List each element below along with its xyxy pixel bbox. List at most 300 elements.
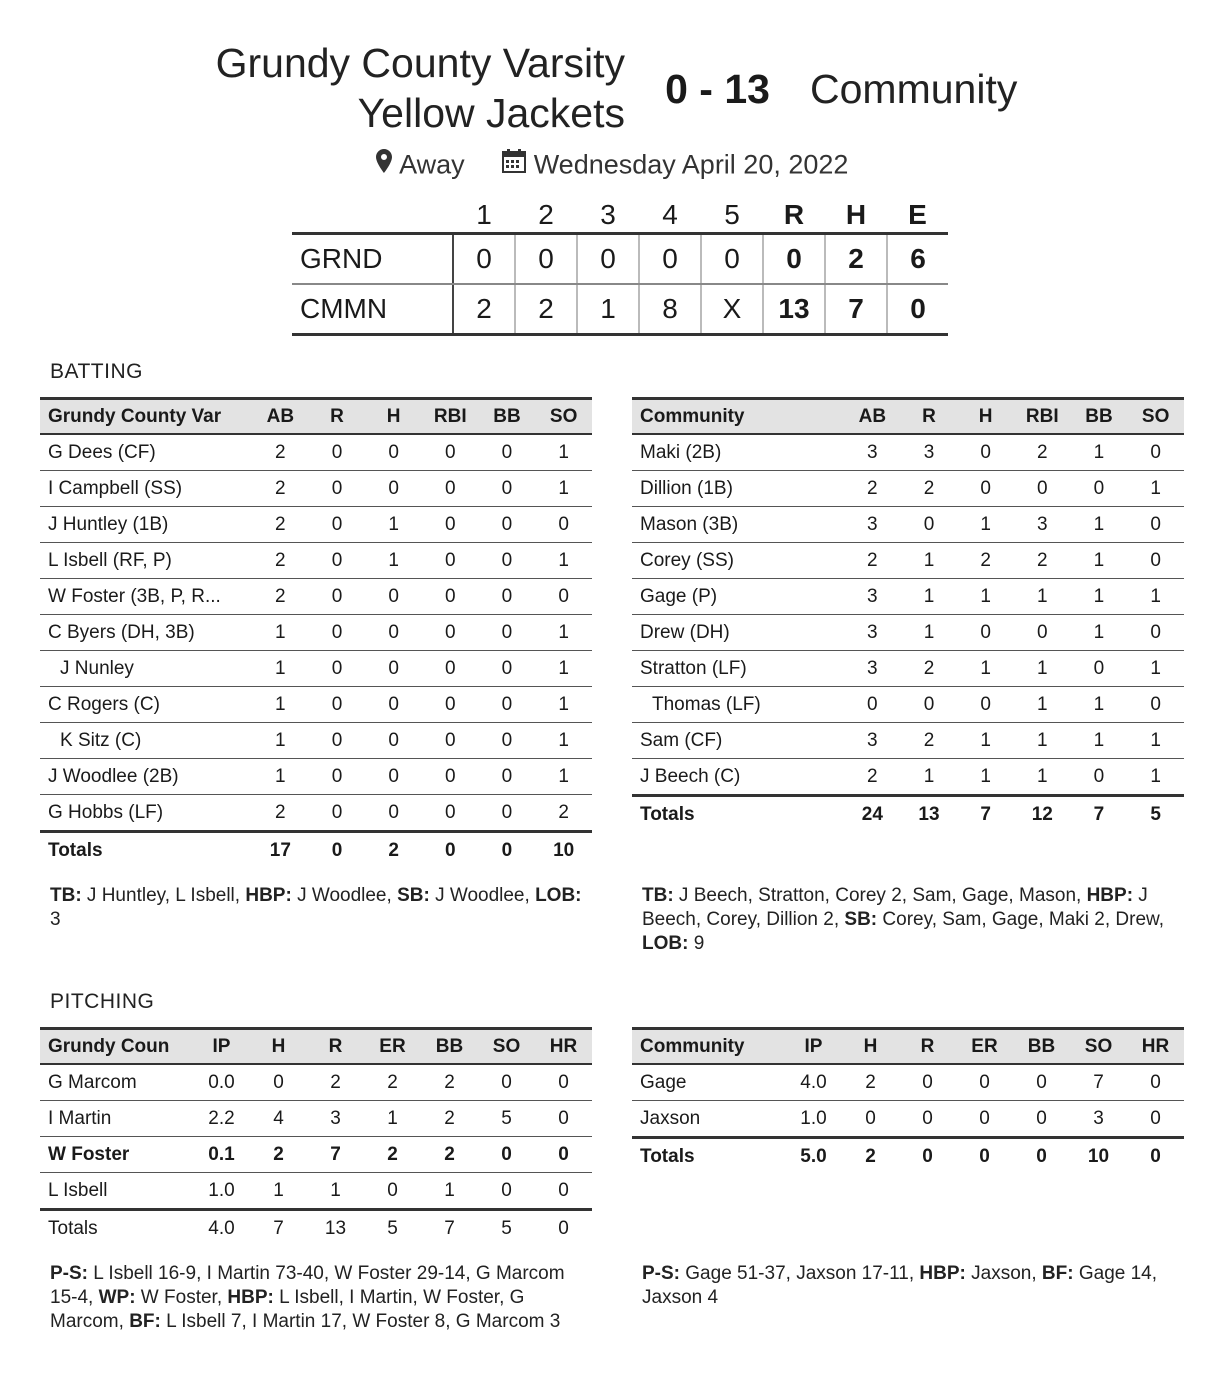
stat-cell: 0 — [365, 471, 422, 507]
stat-cell: 0 — [535, 1101, 592, 1137]
stat-column-header: ER — [956, 1029, 1013, 1065]
stat-cell: 0 — [1071, 651, 1128, 687]
stat-cell: 0 — [309, 759, 366, 795]
stat-cell: 1 — [307, 1173, 364, 1210]
player-row — [40, 434, 592, 471]
stat-cell: 1 — [1071, 507, 1128, 543]
table-header-row — [40, 1029, 592, 1065]
stat-cell: 0 — [365, 795, 422, 832]
stat-cell: 0 — [422, 434, 479, 471]
player-name: L Isbell — [40, 1173, 193, 1210]
stat-cell: 2 — [842, 1064, 899, 1101]
stat-column-header: HR — [535, 1029, 592, 1065]
stat-cell: 0 — [478, 1173, 535, 1210]
stat-cell: 1 — [957, 507, 1014, 543]
player-name: Drew (DH) — [632, 615, 844, 651]
stat-cell: 1 — [535, 651, 592, 687]
stat-cell: 2 — [844, 759, 901, 796]
player-name: W Foster (3B, P, R... — [40, 579, 252, 615]
runs-total: 13 — [763, 284, 825, 335]
linescore-col: 1 — [476, 199, 492, 230]
stat-cell: 0 — [1127, 687, 1184, 723]
stat-cell: 0 — [844, 687, 901, 723]
stat-cell: 1 — [901, 759, 958, 796]
player-row — [40, 471, 592, 507]
note-key: WP: — [98, 1287, 136, 1308]
player-name: J Huntley (1B) — [40, 507, 252, 543]
away-team-name: Community — [810, 66, 1018, 112]
totals-cell: 0 — [422, 832, 479, 869]
note-key: SB: — [844, 909, 878, 930]
stat-cell: 0 — [365, 651, 422, 687]
stat-cell: 2 — [364, 1064, 421, 1101]
home-team-line2: Yellow Jackets — [357, 90, 625, 136]
team-column-header: Community — [632, 399, 844, 435]
note-key: LOB: — [535, 885, 582, 906]
totals-cell: 0 — [956, 1138, 1013, 1175]
inning-score: X — [701, 284, 763, 335]
stat-cell: 0 — [899, 1064, 956, 1101]
totals-cell: 5 — [478, 1210, 535, 1247]
player-name: G Dees (CF) — [40, 434, 252, 471]
hits-total: 2 — [825, 234, 887, 285]
note-value: Jaxson, — [965, 1263, 1042, 1284]
game-date: Wednesday April 20, 2022 — [533, 149, 849, 180]
stat-cell: 1 — [1071, 543, 1128, 579]
player-name: C Rogers (C) — [40, 687, 252, 723]
stat-cell: 0 — [535, 1064, 592, 1101]
player-name: I Campbell (SS) — [40, 471, 252, 507]
player-row — [632, 651, 1184, 687]
inning-score: 0 — [515, 234, 577, 285]
stat-cell: 0 — [1071, 471, 1128, 507]
inning-score: 8 — [639, 284, 701, 335]
linescore-col: 3 — [600, 199, 616, 230]
stat-cell: 3 — [844, 723, 901, 759]
stat-cell: 1 — [1071, 687, 1128, 723]
linescore-col: E — [908, 199, 927, 230]
note-value: J Woodlee, — [291, 885, 398, 906]
stat-cell: 0 — [956, 1101, 1013, 1138]
totals-cell: 0 — [1013, 1138, 1070, 1175]
linescore-col: 5 — [724, 199, 740, 230]
inning-score: 0 — [639, 234, 701, 285]
pitching-notes-away — [642, 1262, 1187, 1310]
totals-cell: 2 — [365, 832, 422, 869]
hits-total: 7 — [825, 284, 887, 335]
player-row — [632, 759, 1184, 796]
note-key: SB: — [397, 885, 430, 906]
stat-cell: 0 — [1127, 434, 1184, 471]
stat-cell: 2 — [901, 723, 958, 759]
stat-cell: 0 — [1013, 1064, 1070, 1101]
stat-cell: 2 — [901, 471, 958, 507]
player-row — [40, 723, 592, 759]
team-column-header: Grundy County Var — [40, 399, 252, 435]
stat-cell: 0 — [422, 579, 479, 615]
stat-cell: 2 — [421, 1064, 478, 1101]
stat-cell: 1 — [1071, 615, 1128, 651]
stat-column-header: BB — [479, 399, 536, 435]
linescore-col: 2 — [538, 199, 554, 230]
player-row — [632, 579, 1184, 615]
stat-cell: 0 — [365, 687, 422, 723]
linescore-header — [292, 198, 948, 234]
stat-column-header: H — [250, 1029, 307, 1065]
stat-cell: 0 — [1127, 507, 1184, 543]
stat-cell: 2.2 — [193, 1101, 250, 1137]
note-value: L Isbell 7, I Martin 17, W Foster 8, G Marcom 3 — [160, 1311, 561, 1332]
stat-cell: 1 — [535, 471, 592, 507]
stat-cell: 1 — [252, 615, 309, 651]
home-team-name — [150, 38, 625, 138]
note-key: P-S: — [50, 1263, 88, 1284]
stat-cell: 0 — [422, 795, 479, 832]
stat-cell: 2 — [252, 507, 309, 543]
inning-score: 1 — [577, 284, 639, 335]
stat-cell: 1 — [1127, 579, 1184, 615]
player-row — [40, 1064, 592, 1101]
stat-cell: 3 — [844, 579, 901, 615]
runs-total: 0 — [763, 234, 825, 285]
player-name: Gage (P) — [632, 579, 844, 615]
player-name: Gage — [632, 1064, 785, 1101]
stat-cell: 1 — [365, 543, 422, 579]
stat-column-header: R — [901, 399, 958, 435]
stat-cell: 2 — [421, 1137, 478, 1173]
stat-column-header: HR — [1127, 1029, 1184, 1065]
player-name: W Foster — [40, 1137, 193, 1173]
totals-cell: 12 — [1014, 796, 1071, 833]
pitching-table-away — [632, 1027, 1184, 1174]
stat-cell: 1 — [1071, 579, 1128, 615]
stat-cell: 1 — [1014, 687, 1071, 723]
note-key: BF: — [1041, 1263, 1074, 1284]
stat-cell: 1 — [252, 723, 309, 759]
stat-cell: 0 — [1127, 1064, 1184, 1101]
totals-cell: 5 — [364, 1210, 421, 1247]
note-key: BF: — [129, 1311, 161, 1332]
stat-cell: 0 — [365, 434, 422, 471]
stat-column-header: H — [957, 399, 1014, 435]
stat-cell: 2 — [252, 579, 309, 615]
stat-cell: 1 — [1014, 651, 1071, 687]
totals-cell: 2 — [842, 1138, 899, 1175]
stat-cell: 0 — [535, 507, 592, 543]
linescore-row — [292, 284, 948, 335]
stat-cell: 0 — [901, 687, 958, 723]
stat-cell: 0 — [957, 687, 1014, 723]
player-name: L Isbell (RF, P) — [40, 543, 252, 579]
inning-score: 2 — [515, 284, 577, 335]
stat-column-header: SO — [478, 1029, 535, 1065]
stat-cell: 0 — [478, 1137, 535, 1173]
note-value: J Beech, Corey, Dillion 2, — [642, 885, 1148, 930]
stat-cell: 3 — [307, 1101, 364, 1137]
totals-row — [632, 1138, 1184, 1175]
stat-column-header: RBI — [422, 399, 479, 435]
stat-column-header: IP — [193, 1029, 250, 1065]
stat-cell: 1 — [421, 1173, 478, 1210]
game-meta — [0, 148, 1224, 180]
game-location: Away — [399, 149, 465, 180]
stat-cell: 1 — [901, 543, 958, 579]
stat-cell: 0 — [479, 507, 536, 543]
note-key: TB: — [642, 885, 674, 906]
table-header-row — [40, 399, 592, 435]
linescore-col: H — [845, 199, 867, 230]
note-value: Gage 14, Jaxson 4 — [642, 1263, 1158, 1308]
final-score: 0 - 13 — [665, 66, 770, 112]
stat-column-header: BB — [1071, 399, 1128, 435]
stat-column-header: ER — [364, 1029, 421, 1065]
stat-cell: 0 — [309, 507, 366, 543]
stat-column-header: AB — [844, 399, 901, 435]
totals-cell: 0 — [309, 832, 366, 869]
stat-cell: 7 — [1070, 1064, 1127, 1101]
stat-cell: 1 — [250, 1173, 307, 1210]
player-name: Maki (2B) — [632, 434, 844, 471]
player-row — [632, 723, 1184, 759]
stat-cell: 0 — [1014, 471, 1071, 507]
stat-cell: 0 — [1127, 543, 1184, 579]
totals-cell: 5.0 — [785, 1138, 842, 1175]
stat-cell: 1 — [1127, 759, 1184, 796]
stat-cell: 0 — [309, 795, 366, 832]
stat-cell: 0 — [1014, 615, 1071, 651]
stat-cell: 0 — [422, 687, 479, 723]
stat-column-header: SO — [1070, 1029, 1127, 1065]
table-header-row — [632, 1029, 1184, 1065]
stat-cell: 2 — [252, 471, 309, 507]
stat-cell: 0 — [422, 651, 479, 687]
player-row — [632, 615, 1184, 651]
note-value: W Foster, — [135, 1287, 228, 1308]
totals-cell: 13 — [901, 796, 958, 833]
player-name: G Hobbs (LF) — [40, 795, 252, 832]
linescore-col: 4 — [662, 199, 678, 230]
stat-cell: 0 — [899, 1101, 956, 1138]
pitching-table-home — [40, 1027, 592, 1246]
map-pin-icon — [376, 149, 392, 180]
team-column-header: Grundy Coun — [40, 1029, 193, 1065]
inning-score: 0 — [453, 234, 515, 285]
stat-column-header: RBI — [1014, 399, 1071, 435]
stat-cell: 0 — [479, 687, 536, 723]
stat-cell: 1.0 — [785, 1101, 842, 1138]
stat-cell: 1 — [365, 507, 422, 543]
note-value: L Isbell, I Martin, W Foster, G Marcom, — [50, 1287, 525, 1332]
stat-cell: 0 — [422, 723, 479, 759]
stat-cell: 3 — [844, 507, 901, 543]
totals-row — [40, 1210, 592, 1247]
linescore-table — [292, 198, 948, 336]
stat-column-header: BB — [1013, 1029, 1070, 1065]
stat-cell: 1 — [1127, 471, 1184, 507]
player-row — [632, 507, 1184, 543]
stat-cell: 0 — [479, 434, 536, 471]
stat-cell: 1 — [1014, 759, 1071, 796]
player-row — [40, 651, 592, 687]
stat-cell: 0 — [957, 471, 1014, 507]
stat-cell: 5 — [478, 1101, 535, 1137]
note-value: Gage 51-37, Jaxson 17-11, — [680, 1263, 920, 1284]
pitching-section-title: PITCHING — [50, 990, 155, 1013]
player-name: Sam (CF) — [632, 723, 844, 759]
stat-cell: 0 — [1013, 1101, 1070, 1138]
totals-cell: 7 — [250, 1210, 307, 1247]
stat-cell: 0 — [479, 759, 536, 795]
note-value: J Huntley, L Isbell, — [81, 885, 246, 906]
stat-cell: 0 — [479, 543, 536, 579]
stat-cell: 0 — [1127, 615, 1184, 651]
totals-cell: 0 — [1127, 1138, 1184, 1175]
stat-cell: 2 — [1014, 434, 1071, 471]
stat-cell: 0 — [479, 471, 536, 507]
stat-cell: 4 — [250, 1101, 307, 1137]
stat-cell: 1 — [901, 579, 958, 615]
note-key: P-S: — [642, 1263, 680, 1284]
player-row — [632, 1101, 1184, 1138]
stat-cell: 0 — [479, 579, 536, 615]
stat-column-header: H — [365, 399, 422, 435]
player-row — [40, 1101, 592, 1137]
player-row — [40, 687, 592, 723]
stat-cell: 2 — [250, 1137, 307, 1173]
note-key: HBP: — [919, 1263, 966, 1284]
note-key: LOB: — [642, 933, 689, 954]
note-value: 9 — [688, 933, 705, 954]
note-key: HBP: — [1086, 885, 1134, 906]
stat-cell: 3 — [1070, 1101, 1127, 1138]
stat-cell: 1 — [535, 687, 592, 723]
stat-cell: 1 — [957, 759, 1014, 796]
note-key: TB: — [50, 885, 82, 906]
stat-cell: 0 — [478, 1064, 535, 1101]
totals-cell: 0 — [479, 832, 536, 869]
pitching-notes-home — [50, 1262, 595, 1334]
stat-cell: 0 — [309, 579, 366, 615]
stat-column-header: SO — [535, 399, 592, 435]
totals-cell: 7 — [957, 796, 1014, 833]
stat-cell: 2 — [252, 795, 309, 832]
stat-cell: 0 — [957, 434, 1014, 471]
totals-cell: 0 — [535, 1210, 592, 1247]
stat-cell: 2 — [957, 543, 1014, 579]
stat-cell: 0 — [309, 687, 366, 723]
stat-cell: 1 — [957, 723, 1014, 759]
errors-total: 6 — [887, 234, 948, 285]
stat-cell: 0.1 — [193, 1137, 250, 1173]
inning-score: 2 — [453, 284, 515, 335]
stat-cell: 1 — [1127, 723, 1184, 759]
stat-column-header: BB — [421, 1029, 478, 1065]
stat-cell: 0 — [365, 615, 422, 651]
player-name: K Sitz (C) — [40, 723, 252, 759]
stat-cell: 2 — [844, 543, 901, 579]
stat-cell: 1 — [1014, 579, 1071, 615]
player-row — [40, 1137, 592, 1173]
stat-cell: 0 — [365, 579, 422, 615]
stat-cell: 0 — [479, 615, 536, 651]
stat-cell: 1 — [957, 579, 1014, 615]
stat-cell: 1 — [1127, 651, 1184, 687]
totals-cell: 17 — [252, 832, 309, 869]
stat-cell: 2 — [1014, 543, 1071, 579]
player-row — [40, 795, 592, 832]
player-row — [40, 615, 592, 651]
note-key: HBP: — [227, 1287, 274, 1308]
player-row — [632, 471, 1184, 507]
stat-cell: 0 — [309, 615, 366, 651]
totals-cell: 4.0 — [193, 1210, 250, 1247]
player-name: Jaxson — [632, 1101, 785, 1138]
stat-cell: 1 — [252, 651, 309, 687]
inning-score: 0 — [577, 234, 639, 285]
player-name: J Nunley — [40, 651, 252, 687]
stat-cell: 3 — [844, 651, 901, 687]
stat-cell: 2 — [252, 543, 309, 579]
player-row — [40, 759, 592, 795]
totals-cell: 7 — [421, 1210, 478, 1247]
stat-cell: 0 — [479, 795, 536, 832]
stat-cell: 0 — [479, 651, 536, 687]
stat-cell: 0 — [535, 579, 592, 615]
stat-cell: 0 — [364, 1173, 421, 1210]
stat-cell: 0 — [422, 543, 479, 579]
stat-cell: 2 — [252, 434, 309, 471]
player-name: Stratton (LF) — [632, 651, 844, 687]
player-row — [40, 579, 592, 615]
player-row — [632, 687, 1184, 723]
totals-label: Totals — [40, 832, 252, 869]
totals-row — [632, 796, 1184, 833]
stat-cell: 0 — [309, 543, 366, 579]
stat-cell: 0 — [250, 1064, 307, 1101]
errors-total: 0 — [887, 284, 948, 335]
stat-column-header: R — [307, 1029, 364, 1065]
stat-cell: 0 — [957, 615, 1014, 651]
stat-cell: 0 — [422, 759, 479, 795]
stat-cell: 0 — [365, 759, 422, 795]
note-value: 3 — [50, 909, 61, 930]
home-team-line1: Grundy County Varsity — [215, 40, 625, 86]
team-column-header: Community — [632, 1029, 785, 1065]
batting-table-home — [40, 397, 592, 868]
stat-cell: 1 — [901, 615, 958, 651]
stat-column-header: AB — [252, 399, 309, 435]
stat-cell: 1 — [535, 615, 592, 651]
stat-cell: 0 — [309, 434, 366, 471]
note-value: L Isbell 16-9, I Martin 73-40, W Foster 29-14, G Marcom 15-4, — [50, 1263, 565, 1308]
stat-cell: 4.0 — [785, 1064, 842, 1101]
totals-label: Totals — [632, 1138, 785, 1175]
totals-cell: 7 — [1071, 796, 1128, 833]
stat-cell: 7 — [307, 1137, 364, 1173]
totals-cell: 24 — [844, 796, 901, 833]
linescore-row — [292, 234, 948, 285]
note-value: J Woodlee, — [429, 885, 536, 906]
totals-label: Totals — [632, 796, 844, 833]
stat-cell: 1 — [957, 651, 1014, 687]
player-name: Dillion (1B) — [632, 471, 844, 507]
stat-cell: 0 — [422, 507, 479, 543]
stat-cell: 0 — [479, 723, 536, 759]
stat-cell: 3 — [901, 434, 958, 471]
table-header-row — [632, 399, 1184, 435]
stat-cell: 0 — [956, 1064, 1013, 1101]
stat-column-header: R — [309, 399, 366, 435]
